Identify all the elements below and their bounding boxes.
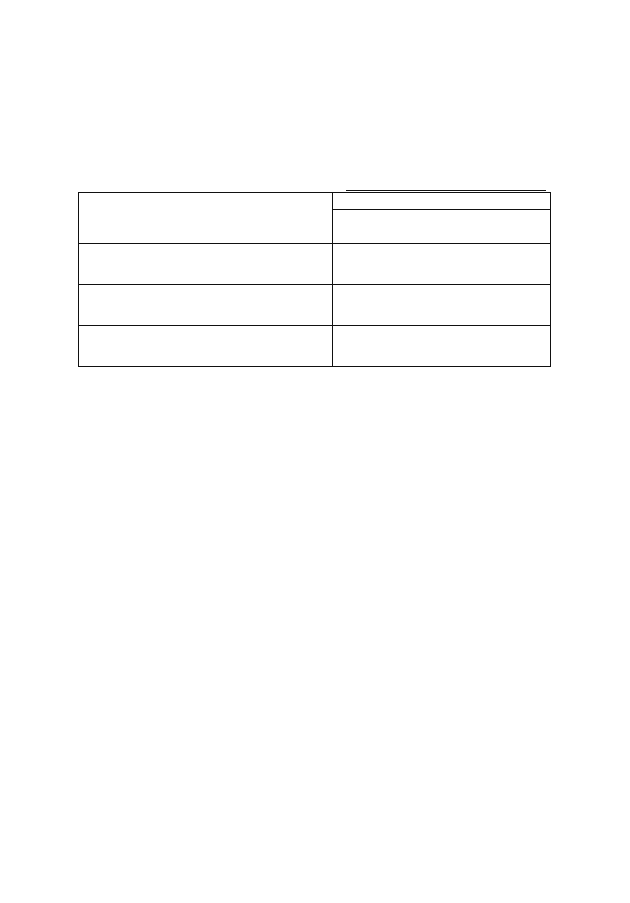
row-label-other-works bbox=[79, 285, 333, 326]
row-value-other-works[interactable] bbox=[333, 285, 551, 326]
address-label bbox=[346, 130, 546, 150]
applicant-block bbox=[346, 130, 546, 191]
unit-label bbox=[333, 226, 550, 242]
row-label-traffic-safety bbox=[79, 244, 333, 285]
representative-label bbox=[346, 170, 546, 191]
row-value-total[interactable] bbox=[333, 326, 551, 367]
period-years-label bbox=[333, 210, 550, 226]
trade-name-label bbox=[346, 150, 546, 170]
completed-work-table bbox=[78, 192, 551, 367]
row-value-traffic-safety[interactable] bbox=[333, 244, 551, 285]
table-row bbox=[79, 244, 551, 285]
table-row bbox=[79, 326, 551, 367]
table-header-row bbox=[79, 193, 551, 244]
table-row bbox=[79, 285, 551, 326]
completed-amount-header bbox=[333, 193, 551, 244]
row-label-total bbox=[79, 326, 333, 367]
completed-amount-title bbox=[333, 193, 550, 210]
work-type-header bbox=[79, 193, 333, 244]
